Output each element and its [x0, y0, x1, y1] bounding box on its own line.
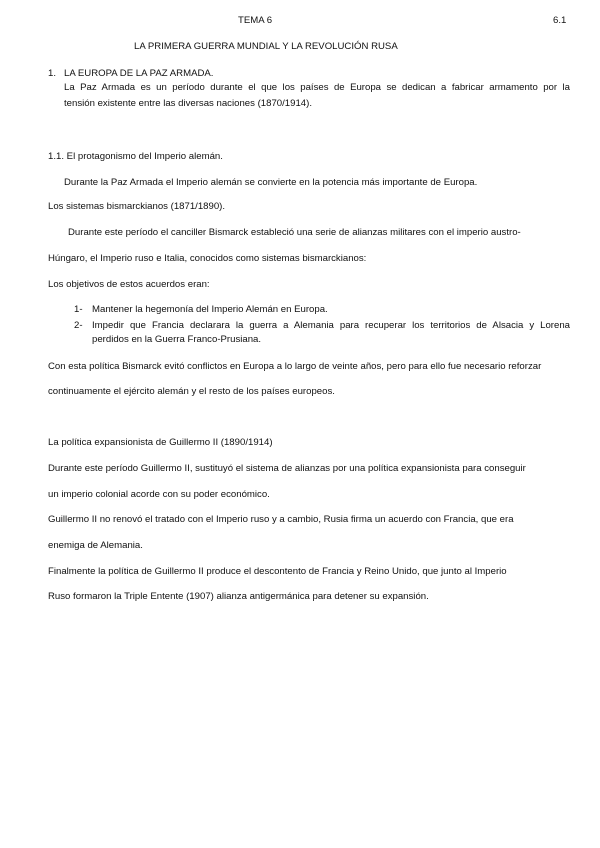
- list-item: Impedir que Francia declarara la guerra a Alemania para recuperar los territorios de Alsacia y Lorena: [92, 320, 570, 331]
- objectives-intro: Los objetivos de estos acuerdos eran:: [48, 279, 210, 290]
- list-item-number: 1-: [74, 304, 83, 315]
- paragraph-line: enemiga de Alemania.: [48, 540, 143, 551]
- list-item: Mantener la hegemonía del Imperio Alemán en Europa.: [92, 304, 328, 315]
- subsection-heading: 1.1. El protagonismo del Imperio alemán.: [48, 151, 223, 162]
- paragraph-line: Finalmente la política de Guillermo II produce el descontento de Francia y Reino Unido, que junto al Imperio: [48, 566, 507, 577]
- paragraph-line: continuamente el ejército alemán y el resto de los países europeos.: [48, 386, 335, 397]
- paragraph-line: Durante este período Guillermo II, sustituyó el sistema de alianzas por una política expansionista para conseguir: [48, 463, 526, 474]
- paragraph-line: Húngaro, el Imperio ruso e Italia, conocidos como sistemas bismarckianos:: [48, 253, 367, 264]
- list-item-continuation: perdidos en la Guerra Franco-Prusiana.: [92, 334, 262, 345]
- paragraph-line: Durante la Paz Armada el Imperio alemán se convierte en la potencia más importante de Europa.: [64, 177, 478, 188]
- page-number: 6.1: [553, 15, 567, 26]
- paragraph-line: Guillermo II no renovó el tratado con el Imperio ruso y a cambio, Rusia firma un acuerdo con Francia, que era: [48, 514, 514, 525]
- section-number: 1.: [48, 68, 57, 79]
- section-heading: LA EUROPA DE LA PAZ ARMADA.: [64, 68, 214, 79]
- theme-label: TEMA 6: [238, 15, 273, 26]
- paragraph-line: La Paz Armada es un período durante el que los países de Europa se dedican a fabricar armamento por la: [64, 82, 570, 93]
- paragraph-line: Ruso formaron la Triple Entente (1907) alianza antigermánica para detener su expansión.: [48, 591, 429, 602]
- paragraph-line: Durante este período el canciller Bismarck estableció una serie de alianzas militares con el imperio austro-: [68, 227, 521, 238]
- subsection-subheading: Los sistemas bismarckianos (1871/1890).: [48, 201, 226, 212]
- paragraph-line: un imperio colonial acorde con su poder económico.: [48, 489, 270, 500]
- list-item-number: 2-: [74, 320, 83, 331]
- paragraph-line: Con esta política Bismarck evitó conflictos en Europa a lo largo de veinte años, pero para ello fue necesario reforzar: [48, 361, 542, 372]
- section-heading: La política expansionista de Guillermo II (1890/1914): [48, 437, 273, 448]
- page-title: LA PRIMERA GUERRA MUNDIAL Y LA REVOLUCIÓN RUSA: [134, 41, 398, 52]
- paragraph-line: tensión existente entre las diversas naciones (1870/1914).: [64, 98, 312, 109]
